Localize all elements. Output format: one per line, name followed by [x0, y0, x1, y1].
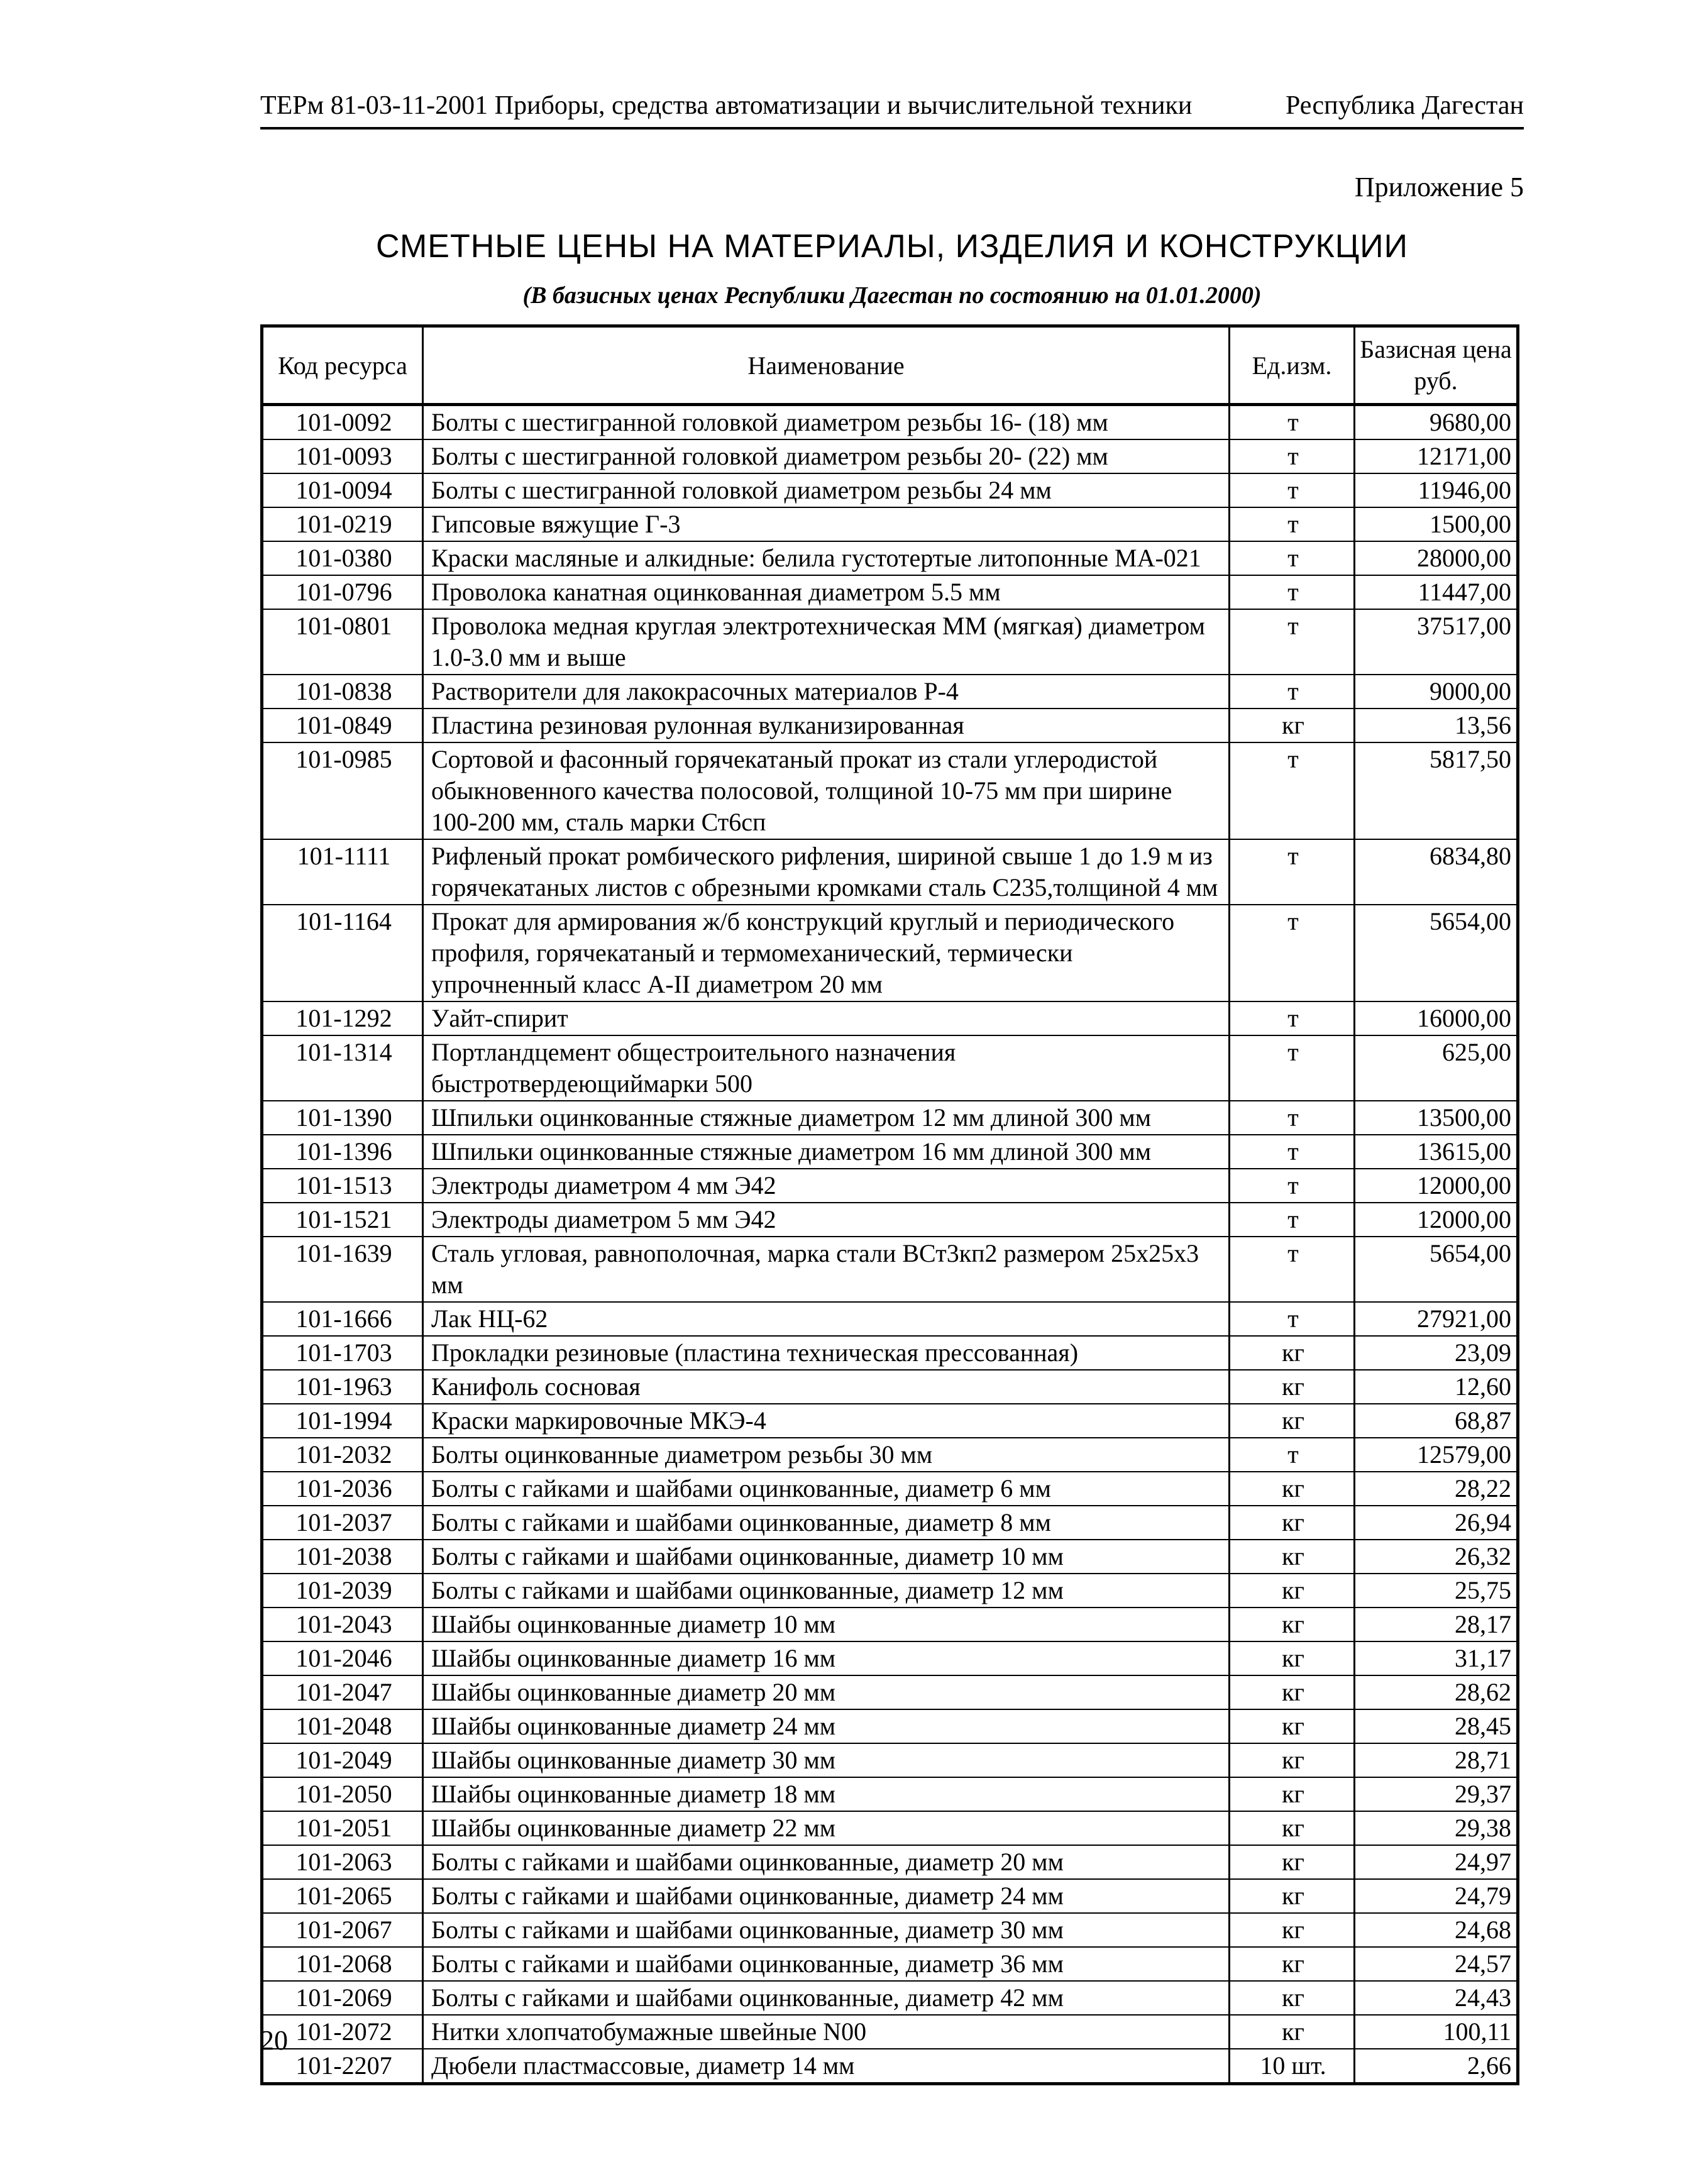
name-cell: Болты с гайками и шайбами оцинкованные, диаметр 24 мм [423, 1879, 1230, 1913]
unit-cell: кг [1230, 1913, 1355, 1947]
code-cell: 101-2065 [262, 1879, 423, 1913]
price-cell: 1500,00 [1355, 507, 1518, 541]
table-row [262, 2049, 1518, 2084]
name-cell: Болты с шестигранной головкой диаметром резьбы 20- (22) мм [423, 439, 1230, 473]
name-cell: Шайбы оцинкованные диаметр 30 мм [423, 1743, 1230, 1777]
price-cell: 68,87 [1355, 1404, 1518, 1438]
price-cell: 11447,00 [1355, 575, 1518, 609]
code-cell: 101-1521 [262, 1203, 423, 1237]
table-row [262, 1743, 1518, 1777]
price-cell: 28,71 [1355, 1743, 1518, 1777]
unit-cell: кг [1230, 1845, 1355, 1879]
table-row [262, 1101, 1518, 1135]
table-row [262, 1879, 1518, 1913]
code-cell: 101-0838 [262, 675, 423, 709]
name-cell: Электроды диаметром 5 мм Э42 [423, 1203, 1230, 1237]
unit-cell: кг [1230, 1404, 1355, 1438]
unit-cell: т [1230, 439, 1355, 473]
running-header-right: Республика Дагестан [1285, 91, 1524, 120]
name-cell: Лак НЦ-62 [423, 1302, 1230, 1336]
unit-cell: т [1230, 473, 1355, 507]
name-cell: Шайбы оцинкованные диаметр 16 мм [423, 1641, 1230, 1675]
code-cell: 101-2051 [262, 1811, 423, 1845]
table-row [262, 473, 1518, 507]
table-row [262, 507, 1518, 541]
code-cell: 101-1666 [262, 1302, 423, 1336]
table-row [262, 709, 1518, 742]
table-row [262, 541, 1518, 575]
name-cell: Проволока канатная оцинкованная диаметром 5.5 мм [423, 575, 1230, 609]
name-cell: Шайбы оцинкованные диаметр 20 мм [423, 1675, 1230, 1709]
table-row [262, 1035, 1518, 1101]
code-cell: 101-1111 [262, 839, 423, 905]
code-cell: 101-2049 [262, 1743, 423, 1777]
unit-cell: кг [1230, 1947, 1355, 1981]
price-cell: 13,56 [1355, 709, 1518, 742]
name-cell: Болты с гайками и шайбами оцинкованные, диаметр 12 мм [423, 1574, 1230, 1608]
table-row [262, 839, 1518, 905]
code-cell: 101-1314 [262, 1035, 423, 1101]
column-header-name: Наименование [423, 326, 1230, 405]
unit-cell: т [1230, 839, 1355, 905]
table-row [262, 1370, 1518, 1404]
unit-cell: кг [1230, 1574, 1355, 1608]
column-header-code: Код ресурса [262, 326, 423, 405]
unit-cell: т [1230, 1101, 1355, 1135]
table-row [262, 1001, 1518, 1035]
name-cell: Пластина резиновая рулонная вулканизированная [423, 709, 1230, 742]
code-cell: 101-1994 [262, 1404, 423, 1438]
column-header-price: Базисная цена руб. [1355, 326, 1518, 405]
running-header-left: ТЕРм 81-03-11-2001 Приборы, средства автоматизации и вычислительной техники [260, 91, 1193, 120]
price-cell: 12000,00 [1355, 1203, 1518, 1237]
name-cell: Шпильки оцинкованные стяжные диаметром 16 мм длиной 300 мм [423, 1135, 1230, 1169]
price-cell: 9000,00 [1355, 675, 1518, 709]
code-cell: 101-0849 [262, 709, 423, 742]
document-subtitle: (В базисных ценах Республики Дагестан по состоянию на 01.01.2000) [522, 282, 1262, 309]
name-cell: Краски маркировочные МКЭ-4 [423, 1404, 1230, 1438]
table-row [262, 1169, 1518, 1203]
code-cell: 101-2050 [262, 1777, 423, 1811]
code-cell: 101-2207 [262, 2049, 423, 2084]
unit-cell: кг [1230, 709, 1355, 742]
price-cell: 28000,00 [1355, 541, 1518, 575]
unit-cell: т [1230, 1001, 1355, 1035]
name-cell: Сталь угловая, равнополочная, марка стали ВСт3кп2 размером 25х25х3 мм [423, 1237, 1230, 1302]
price-cell: 26,32 [1355, 1540, 1518, 1574]
price-cell: 24,97 [1355, 1845, 1518, 1879]
unit-cell: т [1230, 1438, 1355, 1472]
name-cell: Болты с гайками и шайбами оцинкованные, диаметр 6 мм [423, 1472, 1230, 1506]
code-cell: 101-0219 [262, 507, 423, 541]
code-cell: 101-0796 [262, 575, 423, 609]
price-cell: 12000,00 [1355, 1169, 1518, 1203]
table-row [262, 1135, 1518, 1169]
unit-cell: кг [1230, 2015, 1355, 2049]
price-cell: 28,45 [1355, 1709, 1518, 1743]
name-cell: Шайбы оцинкованные диаметр 10 мм [423, 1608, 1230, 1641]
price-cell: 28,62 [1355, 1675, 1518, 1709]
price-cell: 25,75 [1355, 1574, 1518, 1608]
table-row [262, 1947, 1518, 1981]
name-cell: Шпильки оцинкованные стяжные диаметром 12 мм длиной 300 мм [423, 1101, 1230, 1135]
code-cell: 101-2063 [262, 1845, 423, 1879]
price-cell: 28,17 [1355, 1608, 1518, 1641]
unit-cell: кг [1230, 1506, 1355, 1540]
price-cell: 5817,50 [1355, 742, 1518, 839]
price-cell: 31,17 [1355, 1641, 1518, 1675]
unit-cell: т [1230, 1135, 1355, 1169]
unit-cell: кг [1230, 1981, 1355, 2015]
unit-cell: кг [1230, 1811, 1355, 1845]
table-row [262, 1811, 1518, 1845]
table-row [262, 1472, 1518, 1506]
table-row [262, 742, 1518, 839]
name-cell: Прокладки резиновые (пластина техническая прессованная) [423, 1336, 1230, 1370]
price-table [260, 324, 1519, 2085]
name-cell: Растворители для лакокрасочных материалов Р-4 [423, 675, 1230, 709]
name-cell: Болты с гайками и шайбами оцинкованные, диаметр 10 мм [423, 1540, 1230, 1574]
table-row [262, 1608, 1518, 1641]
name-cell: Рифленый прокат ромбического рифления, шириной свыше 1 до 1.9 м из горячекатаных листов с обрезными кромками сталь С235,толщиной 4 мм [423, 839, 1230, 905]
name-cell: Гипсовые вяжущие Г-3 [423, 507, 1230, 541]
code-cell: 101-2048 [262, 1709, 423, 1743]
name-cell: Болты оцинкованные диаметром резьбы 30 мм [423, 1438, 1230, 1472]
code-cell: 101-2046 [262, 1641, 423, 1675]
price-cell: 625,00 [1355, 1035, 1518, 1101]
unit-cell: т [1230, 1237, 1355, 1302]
unit-cell: т [1230, 575, 1355, 609]
code-cell: 101-0380 [262, 541, 423, 575]
name-cell: Болты с гайками и шайбами оцинкованные, диаметр 20 мм [423, 1845, 1230, 1879]
page-number: 20 [260, 2025, 288, 2056]
unit-cell: 10 шт. [1230, 2049, 1355, 2084]
table-row [262, 1336, 1518, 1370]
price-cell: 26,94 [1355, 1506, 1518, 1540]
unit-cell: кг [1230, 1675, 1355, 1709]
table-row [262, 1777, 1518, 1811]
unit-cell: т [1230, 742, 1355, 839]
price-cell: 5654,00 [1355, 905, 1518, 1001]
price-cell: 6834,80 [1355, 839, 1518, 905]
code-cell: 101-2068 [262, 1947, 423, 1981]
table-row [262, 439, 1518, 473]
unit-cell: кг [1230, 1336, 1355, 1370]
table-row [262, 1675, 1518, 1709]
code-cell: 101-2067 [262, 1913, 423, 1947]
price-cell: 24,79 [1355, 1879, 1518, 1913]
price-cell: 12,60 [1355, 1370, 1518, 1404]
table-row [262, 2015, 1518, 2049]
code-cell: 101-2039 [262, 1574, 423, 1608]
name-cell: Канифоль сосновая [423, 1370, 1230, 1404]
price-cell: 29,37 [1355, 1777, 1518, 1811]
table-row [262, 1845, 1518, 1879]
table-row [262, 575, 1518, 609]
table-row [262, 905, 1518, 1001]
price-cell: 24,57 [1355, 1947, 1518, 1981]
table-row [262, 675, 1518, 709]
price-cell: 13500,00 [1355, 1101, 1518, 1135]
price-cell: 27921,00 [1355, 1302, 1518, 1336]
code-cell: 101-0092 [262, 405, 423, 440]
document-title: СМЕТНЫЕ ЦЕНЫ НА МАТЕРИАЛЫ, ИЗДЕЛИЯ И КОНСТРУКЦИИ [375, 228, 1409, 265]
table-row [262, 1641, 1518, 1675]
price-cell: 5654,00 [1355, 1237, 1518, 1302]
table-row [262, 1981, 1518, 2015]
unit-cell: т [1230, 1302, 1355, 1336]
table-row [262, 1404, 1518, 1438]
table-row [262, 1574, 1518, 1608]
price-cell: 100,11 [1355, 2015, 1518, 2049]
unit-cell: т [1230, 541, 1355, 575]
price-cell: 9680,00 [1355, 405, 1518, 440]
code-cell: 101-0801 [262, 609, 423, 675]
name-cell: Краски масляные и алкидные: белила густотертые литопонные МА-021 [423, 541, 1230, 575]
code-cell: 101-2032 [262, 1438, 423, 1472]
unit-cell: кг [1230, 1879, 1355, 1913]
code-cell: 101-2069 [262, 1981, 423, 2015]
name-cell: Проволока медная круглая электротехническая ММ (мягкая) диаметром 1.0-3.0 мм и выше [423, 609, 1230, 675]
name-cell: Прокат для армирования ж/б конструкций круглый и периодического профиля, горячекатаный и термомеханический, термически упрочненный класс А-II диаметром 20 мм [423, 905, 1230, 1001]
price-cell: 12171,00 [1355, 439, 1518, 473]
name-cell: Электроды диаметром 4 мм Э42 [423, 1169, 1230, 1203]
name-cell: Нитки хлопчатобумажные швейные N00 [423, 2015, 1230, 2049]
name-cell: Болты с гайками и шайбами оцинкованные, диаметр 30 мм [423, 1913, 1230, 1947]
unit-cell: кг [1230, 1540, 1355, 1574]
unit-cell: кг [1230, 1777, 1355, 1811]
unit-cell: кг [1230, 1370, 1355, 1404]
price-cell: 13615,00 [1355, 1135, 1518, 1169]
code-cell: 101-1639 [262, 1237, 423, 1302]
code-cell: 101-1390 [262, 1101, 423, 1135]
running-header [260, 88, 1524, 130]
unit-cell: т [1230, 609, 1355, 675]
appendix-label: Приложение 5 [1354, 172, 1524, 202]
name-cell: Дюбели пластмассовые, диаметр 14 мм [423, 2049, 1230, 2084]
table-row [262, 1506, 1518, 1540]
price-cell: 24,43 [1355, 1981, 1518, 2015]
table-body [262, 405, 1518, 2084]
price-cell: 24,68 [1355, 1913, 1518, 1947]
table-row [262, 1203, 1518, 1237]
name-cell: Сортовой и фасонный горячекатаный прокат из стали углеродистой обыкновенного качества полосовой, толщиной 10-75 мм при ширине 100-200 мм, сталь марки Ст6сп [423, 742, 1230, 839]
price-cell: 28,22 [1355, 1472, 1518, 1506]
column-header-unit: Ед.изм. [1230, 326, 1355, 405]
price-cell: 16000,00 [1355, 1001, 1518, 1035]
table-row [262, 1438, 1518, 1472]
unit-cell: кг [1230, 1641, 1355, 1675]
table-row [262, 1913, 1518, 1947]
unit-cell: кг [1230, 1472, 1355, 1506]
code-cell: 101-2037 [262, 1506, 423, 1540]
name-cell: Болты с гайками и шайбами оцинкованные, диаметр 8 мм [423, 1506, 1230, 1540]
code-cell: 101-1513 [262, 1169, 423, 1203]
unit-cell: т [1230, 405, 1355, 440]
unit-cell: кг [1230, 1608, 1355, 1641]
code-cell: 101-1396 [262, 1135, 423, 1169]
price-cell: 29,38 [1355, 1811, 1518, 1845]
price-cell: 2,66 [1355, 2049, 1518, 2084]
code-cell: 101-2047 [262, 1675, 423, 1709]
code-cell: 101-2072 [262, 2015, 423, 2049]
name-cell: Болты с гайками и шайбами оцинкованные, диаметр 36 мм [423, 1947, 1230, 1981]
unit-cell: т [1230, 1203, 1355, 1237]
code-cell: 101-0093 [262, 439, 423, 473]
name-cell: Шайбы оцинкованные диаметр 22 мм [423, 1811, 1230, 1845]
table-row [262, 609, 1518, 675]
unit-cell: кг [1230, 1743, 1355, 1777]
table-row [262, 1709, 1518, 1743]
name-cell: Болты с шестигранной головкой диаметром резьбы 24 мм [423, 473, 1230, 507]
code-cell: 101-1963 [262, 1370, 423, 1404]
name-cell: Уайт-спирит [423, 1001, 1230, 1035]
price-cell: 11946,00 [1355, 473, 1518, 507]
name-cell: Болты с шестигранной головкой диаметром резьбы 16- (18) мм [423, 405, 1230, 440]
unit-cell: т [1230, 675, 1355, 709]
unit-cell: т [1230, 1169, 1355, 1203]
code-cell: 101-0985 [262, 742, 423, 839]
unit-cell: т [1230, 1035, 1355, 1101]
code-cell: 101-2036 [262, 1472, 423, 1506]
name-cell: Шайбы оцинкованные диаметр 24 мм [423, 1709, 1230, 1743]
name-cell: Шайбы оцинкованные диаметр 18 мм [423, 1777, 1230, 1811]
price-cell: 23,09 [1355, 1336, 1518, 1370]
code-cell: 101-1292 [262, 1001, 423, 1035]
table-row [262, 405, 1518, 440]
code-cell: 101-2043 [262, 1608, 423, 1641]
unit-cell: кг [1230, 1709, 1355, 1743]
table-row [262, 1540, 1518, 1574]
table-row [262, 1237, 1518, 1302]
price-cell: 37517,00 [1355, 609, 1518, 675]
name-cell: Болты с гайками и шайбами оцинкованные, диаметр 42 мм [423, 1981, 1230, 2015]
table-row [262, 1302, 1518, 1336]
code-cell: 101-1703 [262, 1336, 423, 1370]
price-cell: 12579,00 [1355, 1438, 1518, 1472]
code-cell: 101-1164 [262, 905, 423, 1001]
unit-cell: т [1230, 507, 1355, 541]
table-header-row [262, 326, 1518, 405]
code-cell: 101-0094 [262, 473, 423, 507]
code-cell: 101-2038 [262, 1540, 423, 1574]
name-cell: Портландцемент общестроительного назначения быстротвердеющиймарки 500 [423, 1035, 1230, 1101]
unit-cell: т [1230, 905, 1355, 1001]
